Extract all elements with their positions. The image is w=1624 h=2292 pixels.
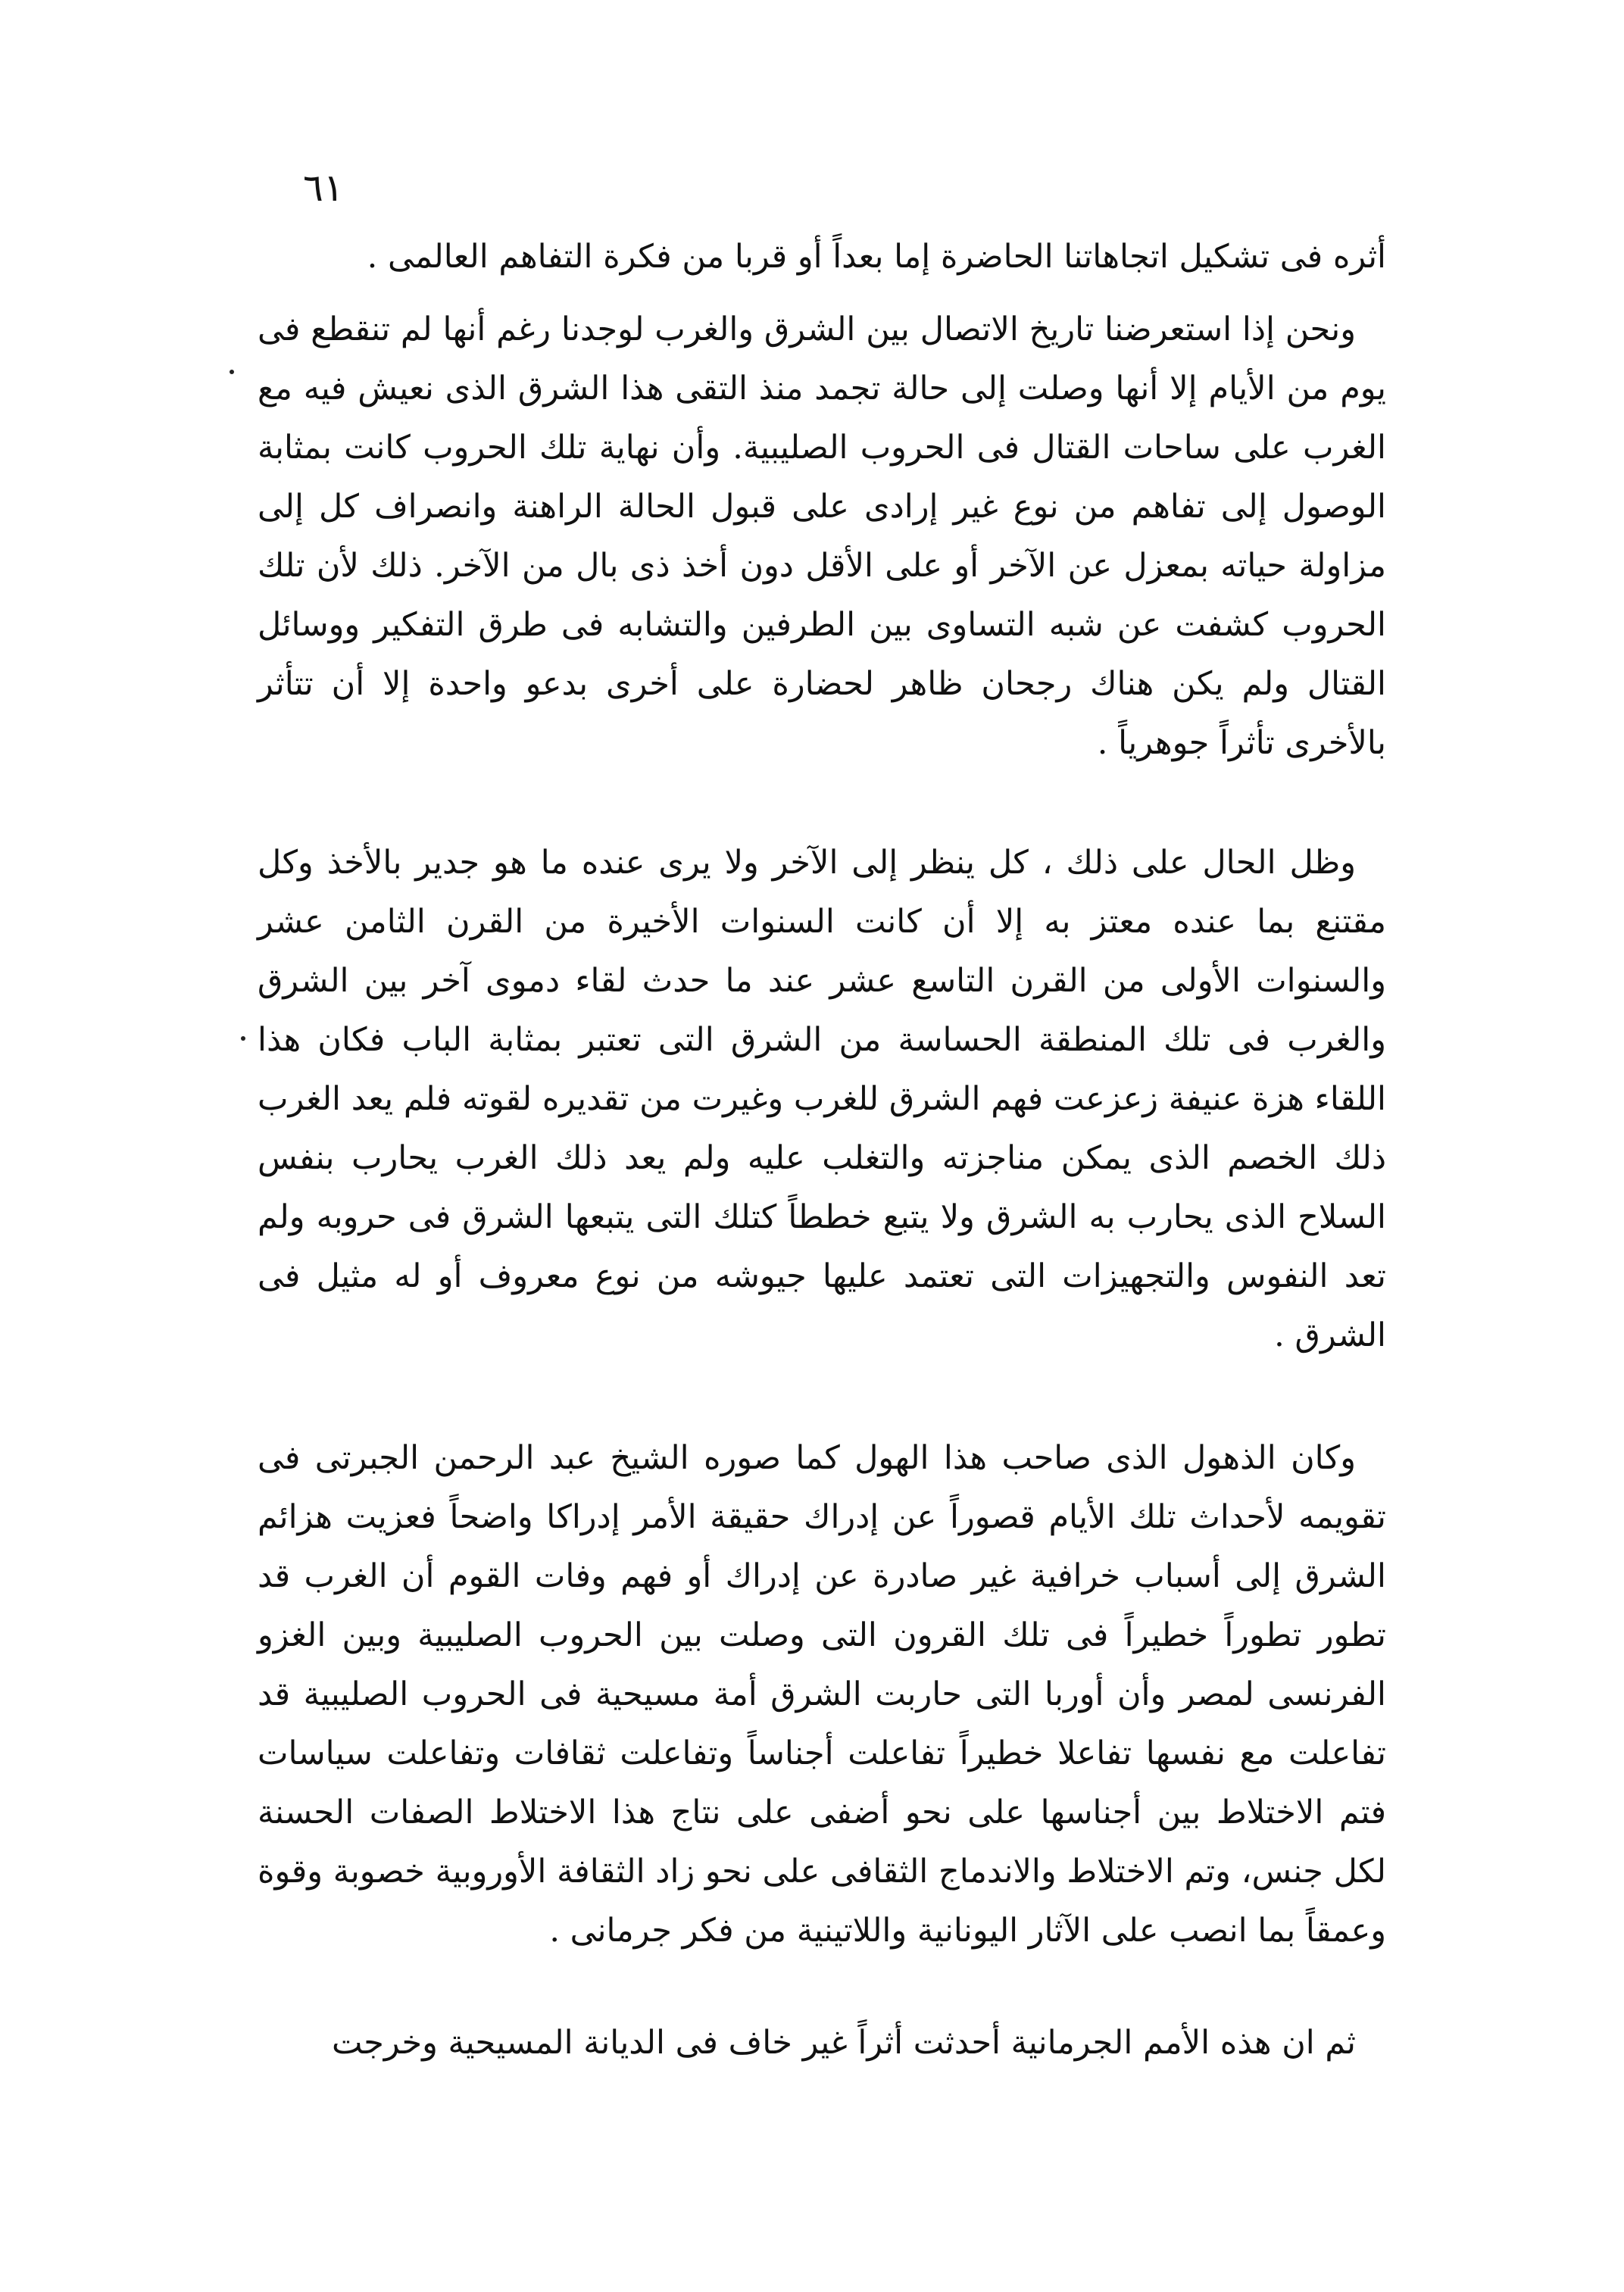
paragraph-2: ونحن إذا استعرضنا تاريخ الاتصال بين الشرق والغرب لوجدنا رغم أنها لم تنقطع فى يوم من الأيام إلا أنها وصلت إلى حالة تجمد منذ التقى هذا الشرق الذى نعيش فيه مع الغرب على ساحات القتال فى الحروب الصليبية. وأن نهاية تلك الحروب كانت بمثابة الوصول إلى تفاهم من نوع غير إرادى على قبول الحالة الراهنة وانصراف كل إلى مزاولة حياته بمعزل عن الآخر أو على الأقل دون أخذ ذى بال من الآخر. ذلك لأن تلك الحروب كشفت عن شبه التساوى بين الطرفين والتشابه فى طرق التفكير ووسائل القتال ولم يكن هناك رجحان ظاهر لحضارة على أخرى بدعو واحدة إلا أن تتأثر بالأخرى تأثراً جوهرياً . [258, 311, 1386, 762]
page-number: ٦١ [303, 166, 344, 210]
paragraph-1: أثره فى تشكيل اتجاهاتنا الحاضرة إما بعداً أو قربا من فكرة التفاهم العالمى . [367, 238, 1386, 276]
paragraph-4: وكان الذهول الذى صاحب هذا الهول كما صوره الشيخ عبد الرحمن الجبرتى فى تقويمه لأحداث تلك الأيام قصوراً عن إدراك حقيقة الأمر إدراكا واضحاً فعزيت هزائم الشرق إلى أسباب خرافية غير صادرة عن إدراك أو فهم وفات القوم أن الغرب قد تطور تطوراً خطيراً فى تلك القرون التى وصلت بين الحروب الصليبية وبين الغزو الفرنسى لمصر وأن أوربا التى حاربت الشرق أمة مسيحية فى الحروب الصليبية قد تفاعلت مع نفسها تفاعلا خطيراً تفاعلت أجناساً وتفاعلت ثقافات وتفاعلت سياسات فتم الاختلاط بين أجناسها على نحو أضفى على نتاج هذا الاختلاط الصفات الحسنة لكل جنس، وتم الاختلاط والاندماج الثقافى على نحو زاد الثقافة الأوروبية خصوبة وقوة وعمقاً بما انصب على الآثار اليونانية واللاتينية من فكر جرمانى . [258, 1439, 1386, 1950]
paragraph-3: وظل الحال على ذلك ، كل ينظر إلى الآخر ولا يرى عنده ما هو جدير بالأخذ وكل مقتنع بما عنده معتز به إلا أن كانت السنوات الأخيرة من القرن الثامن عشر والسنوات الأولى من القرن التاسع عشر عند ما حدث لقاء دموى آخر بين الشرق والغرب فى تلك المنطقة الحساسة من الشرق التى تعتبر بمثابة الباب فكان هذا اللقاء هزة عنيفة زعزعت فهم الشرق للغرب وغيرت من تقديره لقوته فلم يعد الغرب ذلك الخصم الذى يمكن مناجزته والتغلب عليه ولم يعد ذلك الغرب يحارب بنفس السلاح الذى يحارب به الشرق ولا يتبع خططاً كتلك التى يتبعها الشرق فى حروبه ولم تعد النفوس والتجهيزات التى تعتمد عليها جيوشه من نوع معروف أو له مثيل فى الشرق . [258, 844, 1386, 1354]
paragraph-5: ثم ان هذه الأمم الجرمانية أحدثت أثراً غير خاف فى الديانة المسيحية وخرجت [331, 2024, 1356, 2062]
scan-speck [241, 1036, 245, 1041]
scan-speck [230, 370, 234, 374]
page-text-body [258, 227, 1386, 2072]
